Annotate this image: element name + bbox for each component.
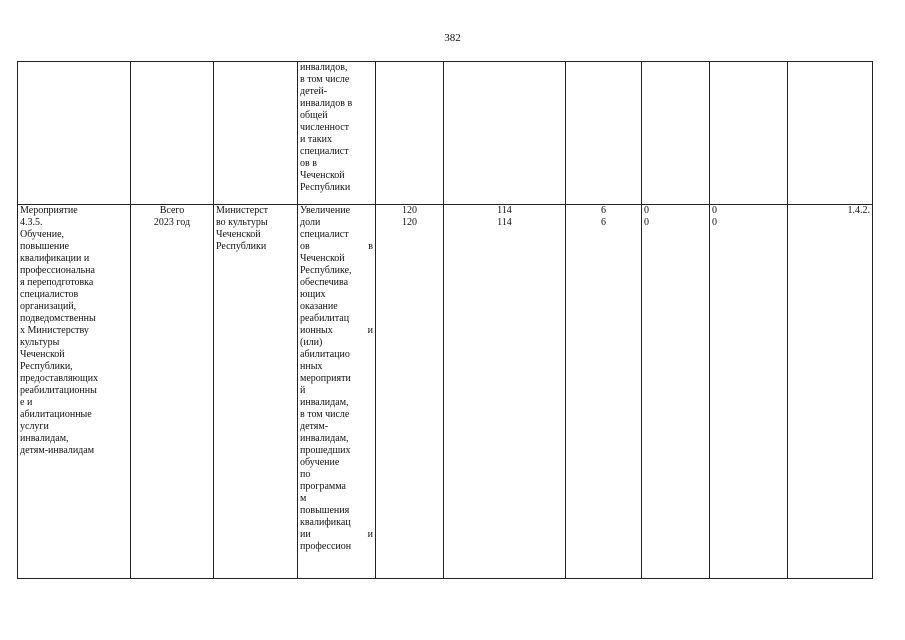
indicator-text-line: в том числе: [300, 409, 350, 420]
year-value-5: 0: [712, 217, 717, 228]
measure-text-line: инвалидам,: [20, 433, 69, 444]
period-total: Всего: [159, 205, 185, 216]
indicator-text-line: оказание: [300, 301, 338, 312]
cell-value-5: [710, 205, 788, 579]
measure-text-line: организаций,: [20, 301, 77, 312]
measure-text-line: е и: [20, 397, 33, 408]
indicator-text-line: Чеченской: [300, 253, 345, 264]
measure-text-line: специалистов: [20, 289, 79, 300]
indicator-text-line: детям-: [300, 421, 329, 432]
indicator-text-line: квалификац: [300, 517, 351, 528]
indicator-text-line: обучение: [300, 457, 340, 468]
link-code: 1.4.2.: [847, 205, 870, 216]
indicator-text-line: мероприяти: [300, 373, 351, 384]
cell-value-2: [444, 205, 566, 579]
cell-empty: [376, 62, 444, 205]
measure-text-line: реабилитационны: [20, 385, 97, 396]
measure-text-line: я переподготовка: [20, 277, 94, 288]
cell-period-empty: [131, 62, 214, 205]
total-value-4: 0: [644, 205, 649, 216]
year-value-3: 6: [601, 217, 606, 228]
measure-text-line: Обучение,: [20, 229, 65, 240]
indicator-text-line: м: [300, 493, 307, 504]
cell-link-code: [788, 205, 873, 579]
indicator-text-line: ионных и: [300, 325, 373, 336]
indicator-text-line: Увеличение: [300, 205, 351, 216]
cell-executor: [214, 205, 298, 579]
cell-period: [131, 205, 214, 579]
cell-executor-empty: [214, 62, 298, 205]
cell-value-4: [642, 205, 710, 579]
indicator-text-line: программа: [300, 481, 346, 492]
executor-text-line: Чеченской: [216, 229, 261, 240]
year-value-4: 0: [644, 217, 649, 228]
indicator-text-line: абилитацио: [300, 349, 350, 360]
indicator-text-line: инвалидам,: [300, 433, 349, 444]
measure-text-line: Республики,: [20, 361, 73, 372]
cell-indicator: [298, 205, 376, 579]
executor-text-line: Республики: [216, 241, 267, 252]
total-value-5: 0: [712, 205, 717, 216]
measure-text-line: Мероприятие: [20, 205, 78, 216]
program-table: [17, 61, 873, 579]
indicator-text-line: ов в: [300, 241, 373, 252]
cell-empty: [642, 62, 710, 205]
measure-text-line: культуры: [20, 337, 60, 348]
indicator-text-line: прошедших: [300, 445, 351, 456]
cell-empty: [788, 62, 873, 205]
year-value-2: 114: [497, 217, 512, 228]
indicator-text-line: Республике,: [300, 265, 352, 276]
indicator-text-line: специалист: [300, 229, 349, 240]
indicator-text-line: обеспечива: [300, 277, 349, 288]
indicator-text: [300, 205, 373, 553]
executor-text-line: Министерст: [216, 205, 269, 216]
measure-text-line: профессиональна: [20, 265, 95, 276]
period-year: 2023 год: [153, 217, 191, 228]
indicator-continued-text: инвалидов, в том числе детей- инвалидов в общей численност и таких специалист ов в Чеченской Республики: [300, 62, 353, 193]
total-value-1: 120: [402, 205, 417, 216]
indicator-text-line: по: [300, 469, 311, 480]
measure-text-line: 4.3.5.: [20, 217, 43, 228]
indicator-text-line: (или): [300, 337, 323, 348]
cell-indicator-continued: [298, 62, 376, 205]
measure-text-line: услуги: [20, 421, 49, 432]
measure-text: [20, 205, 128, 457]
indicator-text-line: повышения: [300, 505, 350, 516]
cell-empty: [566, 62, 642, 205]
cell-measure-empty: [18, 62, 131, 205]
cell-empty: [444, 62, 566, 205]
cell-empty: [710, 62, 788, 205]
indicator-text-line: й: [300, 385, 306, 396]
indicator-text-line: ии и: [300, 529, 373, 540]
page-number: 382: [444, 32, 461, 44]
total-value-2: 114: [497, 205, 512, 216]
indicator-text-line: нных: [300, 361, 323, 372]
cell-measure: [18, 205, 131, 579]
indicator-text-line: доли: [300, 217, 321, 228]
measure-text-line: квалификации и: [20, 253, 90, 264]
indicator-text-line: реабилитац: [300, 313, 350, 324]
indicator-text-line: инвалидам,: [300, 397, 349, 408]
table-row-measure-4-3-5: [18, 205, 873, 579]
total-value-3: 6: [601, 205, 606, 216]
measure-text-line: повышение: [20, 241, 70, 252]
table-row-continuation: [18, 62, 873, 205]
year-value-1: 120: [402, 217, 417, 228]
indicator-text-line: профессион: [300, 541, 352, 552]
cell-value-3: [566, 205, 642, 579]
measure-text-line: абилитационные: [20, 409, 92, 420]
measure-text-line: подведомственны: [20, 313, 96, 324]
cell-value-1: [376, 205, 444, 579]
measure-text-line: х Министерству: [20, 325, 89, 336]
executor-text: [216, 205, 295, 253]
executor-text-line: во культуры: [216, 217, 268, 228]
measure-text-line: детям-инвалидам: [20, 445, 95, 456]
measure-text-line: Чеченской: [20, 349, 65, 360]
measure-text-line: предоставляющих: [20, 373, 99, 384]
indicator-text-line: ющих: [300, 289, 326, 300]
